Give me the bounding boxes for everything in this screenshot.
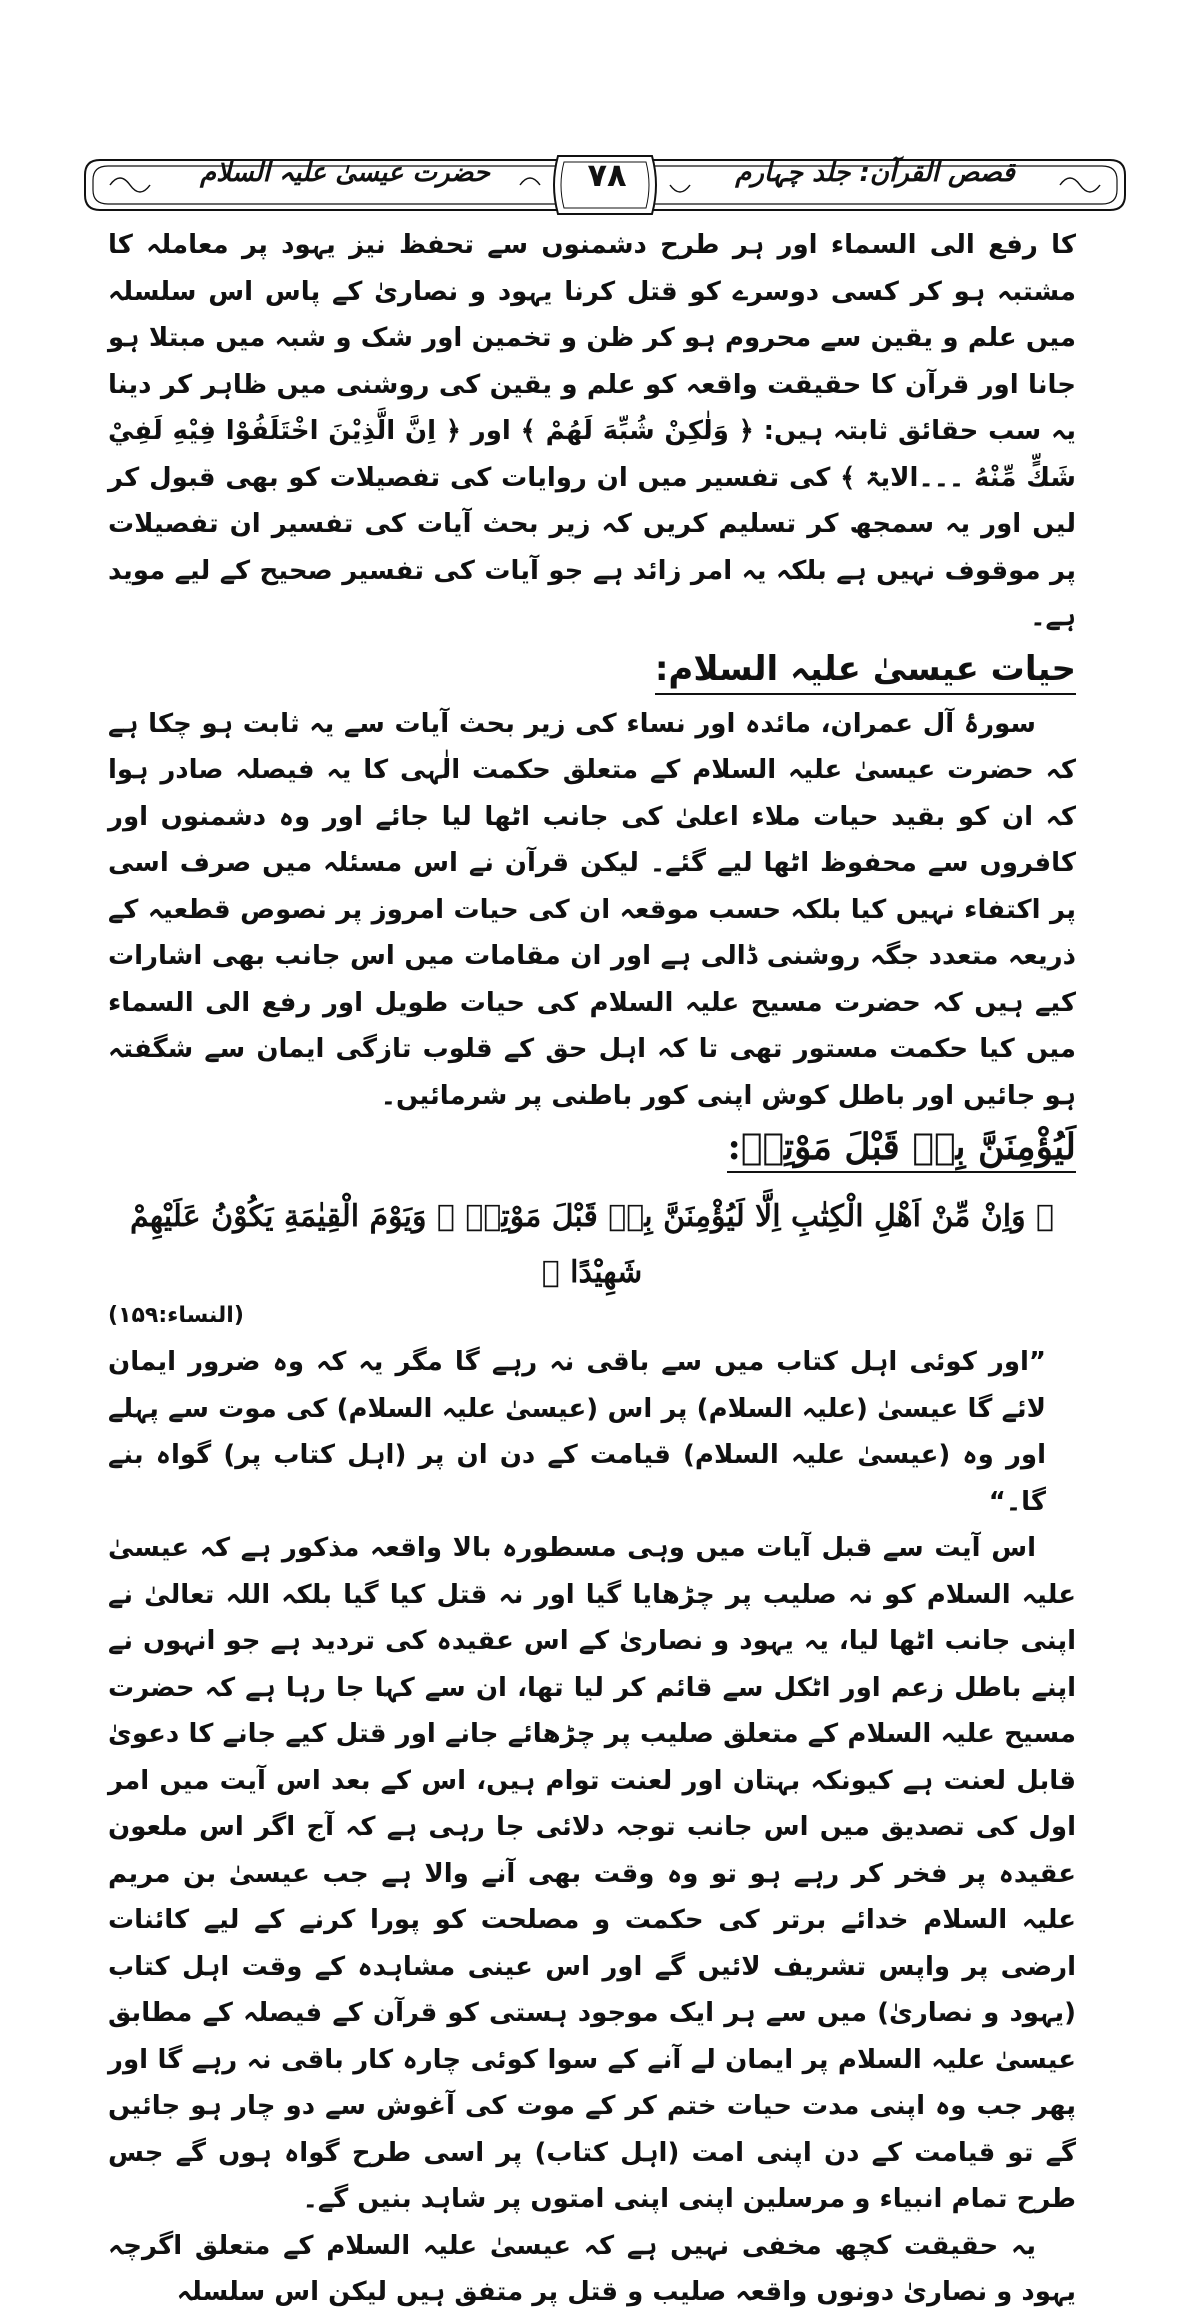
paragraph-1: کا رفع الی السماء اور ہر طرح دشمنوں سے تحفظ نیز یہود پر معاملہ کا مشتبہ ہو کر کسی دوسرے کو قتل کرنا یہود و نصاریٰ کے پاس اس سلسلہ میں علم و یقین سے محروم ہو کر ظن و تخمین اور شک و شبہ میں مبتلا ہو جانا اور قرآن کا حقیقت واقعہ کو علم و یقین کی روشنی میں ظاہر کر دینا یہ سب حقائق ثابتہ ہیں: ﴿ وَلٰكِنْ شُبِّهَ لَهُمْ ﴾ اور ﴿ اِنَّ الَّذِيْنَ اخْتَلَفُوْا فِيْهِ لَفِيْ شَكٍّ مِّنْهُ ۔۔۔الایۃ ﴾ کی تفسیر میں ان روایات کی تفصیلات کو بھی قبول کر لیں اور یہ سمجھ کر تسلیم کریں کہ زیر بحث آیات کی تفسیر ان تفصیلات پر موقوف نہیں ہے بلکہ یہ امر زائد ہے جو آیات کی تفسیر صحیح کے لیے موید ہے۔: [108, 230, 1076, 632]
paragraph-4: یہ حقیقت کچھ مخفی نہیں ہے کہ عیسیٰ علیہ السلام کے متعلق اگرچہ یہود و نصاریٰ دونوں واقعہ صلیب و قتل پر متفق ہیں لیکن اس سلسلہ: [108, 2230, 1076, 2307]
book-title: قصص القرآن: جلد چہارم: [735, 158, 1015, 188]
verse-reference-text: (النساء:۱۵۹): [108, 1303, 244, 1328]
paragraph-3: اس آیت سے قبل آیات میں وہی مسطورہ بالا واقعہ مذکور ہے کہ عیسیٰ علیہ السلام کو نہ صلیب پر چڑھایا گیا اور نہ قتل کیا گیا بلکہ اللہ تعالیٰ نے اپنی جانب اٹھا لیا، یہ یہود و نصاریٰ کے اس عقیدہ کی تردید ہے جو انہوں نے اپنے باطل زعم اور اٹکل سے قائم کر لیا تھا، ان سے کہا جا رہا ہے کہ حضرت مسیح علیہ السلام کے متعلق صلیب پر چڑھائے جانے اور قتل کیے جانے کا دعویٰ قابل لعنت ہے کیونکہ بہتان اور لعنت توام ہیں، اس کے بعد اس آیت میں امر اول کی تصدیق میں اس جانب توجہ دلائی جا رہی ہے کہ آج اگر اس ملعون عقیدہ پر فخر کر رہے ہو تو وہ وقت بھی آنے والا ہے جب عیسیٰ بن مریم علیہ السلام خدائے برتر کی حکمت و مصلحت کو پورا کرنے کے لیے کائنات ارضی پر واپس تشریف لائیں گے اور اس عینی مشاہدہ کے وقت اہل کتاب (یہود و نصاریٰ) میں سے ہر ایک موجود ہستی کو قرآن کے فیصلہ کے مطابق عیسیٰ علیہ السلام پر ایمان لے آنے کے سوا کوئی چارہ کار باقی نہ رہے گا اور پھر جب وہ اپنی مدت حیات ختم کر کے موت کی آغوش سے دو چار ہو جائیں گے تو قیامت کے دن اپنی امت (اہل کتاب) پر اسی طرح گواہ ہوں گے جس طرح تمام انبیاء و مرسلین اپنی اپنی امتوں پر شاہد بنیں گے۔: [108, 1533, 1076, 2214]
page-body: [108, 222, 1076, 2316]
section-heading-ayah: [108, 1119, 1076, 1179]
page-number: ۷۸: [587, 156, 627, 194]
paragraph-2: سورۂ آل عمران، مائدہ اور نساء کی زیر بحث آیات سے یہ ثابت ہو چکا ہے کہ حضرت عیسیٰ علیہ السلام کے متعلق حکمت الٰہی کا یہ فیصلہ صادر ہوا کہ ان کو بقید حیات ملاء اعلیٰ کی جانب اٹھا لیا جائے اور وہ دشمنوں اور کافروں سے محفوظ اٹھا لیے گئے۔ لیکن قرآن نے اس مسئلہ میں صرف اسی پر اکتفاء نہیں کیا بلکہ حسب موقعہ ان کی حیات امروز پر نصوص قطعیہ کے ذریعہ متعدد جگہ روشنی ڈالی ہے اور ان مقامات میں اس جانب بھی اشارات کیے ہیں کہ حضرت مسیح علیہ السلام کی حیات طویل اور رفع الی السماء میں کیا حکمت مستور تھی تا کہ اہل حق کے قلوب تازگی ایمان سے شگفتہ ہو جائیں اور باطل کوش اپنی کور باطنی پر شرمائیں۔: [108, 708, 1076, 1111]
heading-hayat-isa: حیات عیسیٰ علیہ السلام:: [655, 645, 1076, 695]
quran-verse: ﴿ وَاِنْ مِّنْ اَهْلِ الْكِتٰبِ اِلَّا لَيُؤْمِنَنَّ بِهٖ قَبْلَ مَوْتِهٖ ۚ وَيَوْمَ الْقِيٰمَةِ يَكُوْنُ عَلَيْهِمْ شَهِيْدًا ﴾: [129, 1199, 1055, 1290]
verse-reference: [108, 1301, 1076, 1331]
section-heading-hayat: [108, 641, 1076, 701]
chapter-title: حضرت عیسیٰ علیہ السلام: [200, 158, 490, 188]
page-header: [80, 150, 1130, 220]
heading-quranic-phrase: لَيُؤْمِنَنَّ بِهٖ قَبْلَ مَوْتِهٖ:: [727, 1123, 1076, 1173]
verse-translation: ”اور کوئی اہل کتاب میں سے باقی نہ رہے گا مگر یہ کہ وہ ضرور ایمان لائے گا عیسیٰ (علیہ السلام) پر اس (عیسیٰ علیہ السلام) کی موت سے پہلے اور وہ (عیسیٰ علیہ السلام) قیامت کے دن ان پر (اہل کتاب پر) گواہ بنے گا۔“: [108, 1347, 1046, 1517]
